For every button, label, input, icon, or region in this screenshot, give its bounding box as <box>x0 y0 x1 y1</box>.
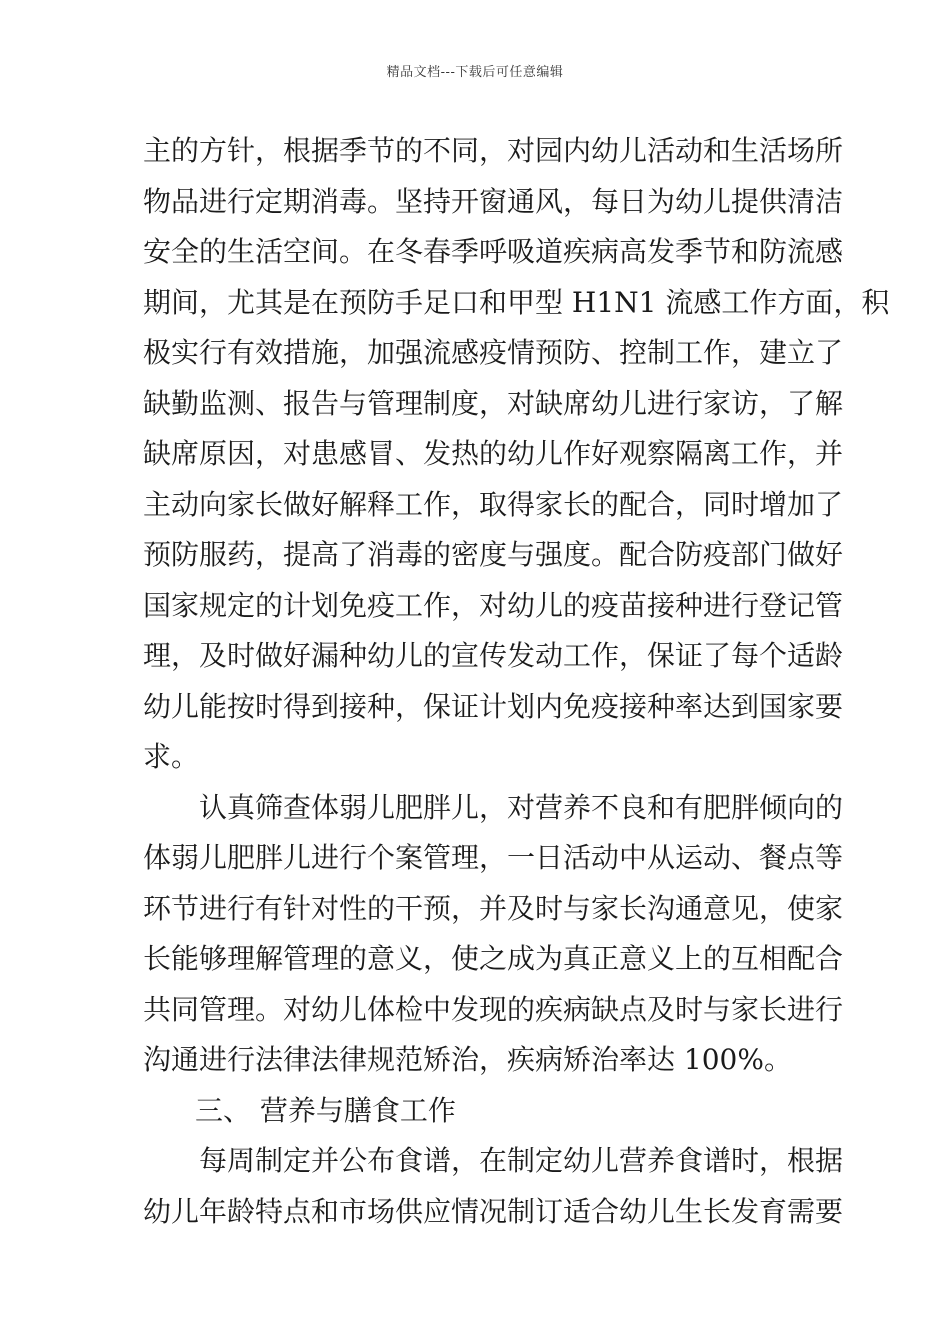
text-line: 缺勤监测、报告与管理制度，对缺席幼儿进行家访，了解 <box>143 386 844 420</box>
text-line: 国家规定的计划免疫工作，对幼儿的疫苗接种进行登记管 <box>143 588 844 622</box>
text-line: 缺席原因，对患感冒、发热的幼儿作好观察隔离工作，并 <box>143 437 844 470</box>
page-header: 精品文档---下载后可任意编辑 <box>386 65 564 80</box>
paragraph-first-line: 每周制定并公布食谱，在制定幼儿营养食谱时，根据 <box>199 1144 844 1177</box>
text-line: 共同管理。对幼儿体检中发现的疾病缺点及时与家长进行 <box>143 992 844 1026</box>
text-line: 主动向家长做好解释工作，取得家长的配合，同时增加了 <box>143 487 844 521</box>
text-line: 物品进行定期消毒。坚持开窗通风，每日为幼儿提供清洁 <box>143 184 844 218</box>
text-line: 主的方针，根据季节的不同，对园内幼儿活动和生活场所 <box>143 134 844 167</box>
document-body <box>143 126 890 1237</box>
text-line: 环节进行有针对性的干预，并及时与家长沟通意见，使家 <box>143 891 844 925</box>
text-line: 沟通进行法律法律规范矫治，疾病矫治率达 100%。 <box>143 1043 792 1076</box>
text-line: 幼儿年龄特点和市场供应情况制订适合幼儿生长发育需要 <box>143 1194 844 1228</box>
text-line: 极实行有效措施，加强流感疫情预防、控制工作，建立了 <box>143 336 844 369</box>
paragraph-first-line: 认真筛查体弱儿肥胖儿，对营养不良和有肥胖倾向的 <box>199 790 844 824</box>
text-line: 理，及时做好漏种幼儿的宣传发动工作，保证了每个适龄 <box>143 639 844 672</box>
section-heading: 三、 营养与膳食工作 <box>195 1093 456 1127</box>
text-line: 期间，尤其是在预防手足口和甲型 H1N1 流感工作方面，积 <box>143 285 890 319</box>
text-line: 体弱儿肥胖儿进行个案管理，一日活动中从运动、餐点等 <box>143 841 844 874</box>
text-line: 长能够理解管理的意义，使之成为真正意义上的互相配合 <box>143 942 844 975</box>
text-line: 求。 <box>143 740 200 773</box>
text-line: 幼儿能按时得到接种，保证计划内免疫接种率达到国家要 <box>143 689 844 723</box>
text-line: 预防服药，提高了消毒的密度与强度。配合防疫部门做好 <box>143 538 844 571</box>
text-line: 安全的生活空间。在冬春季呼吸道疾病高发季节和防流感 <box>143 235 844 268</box>
